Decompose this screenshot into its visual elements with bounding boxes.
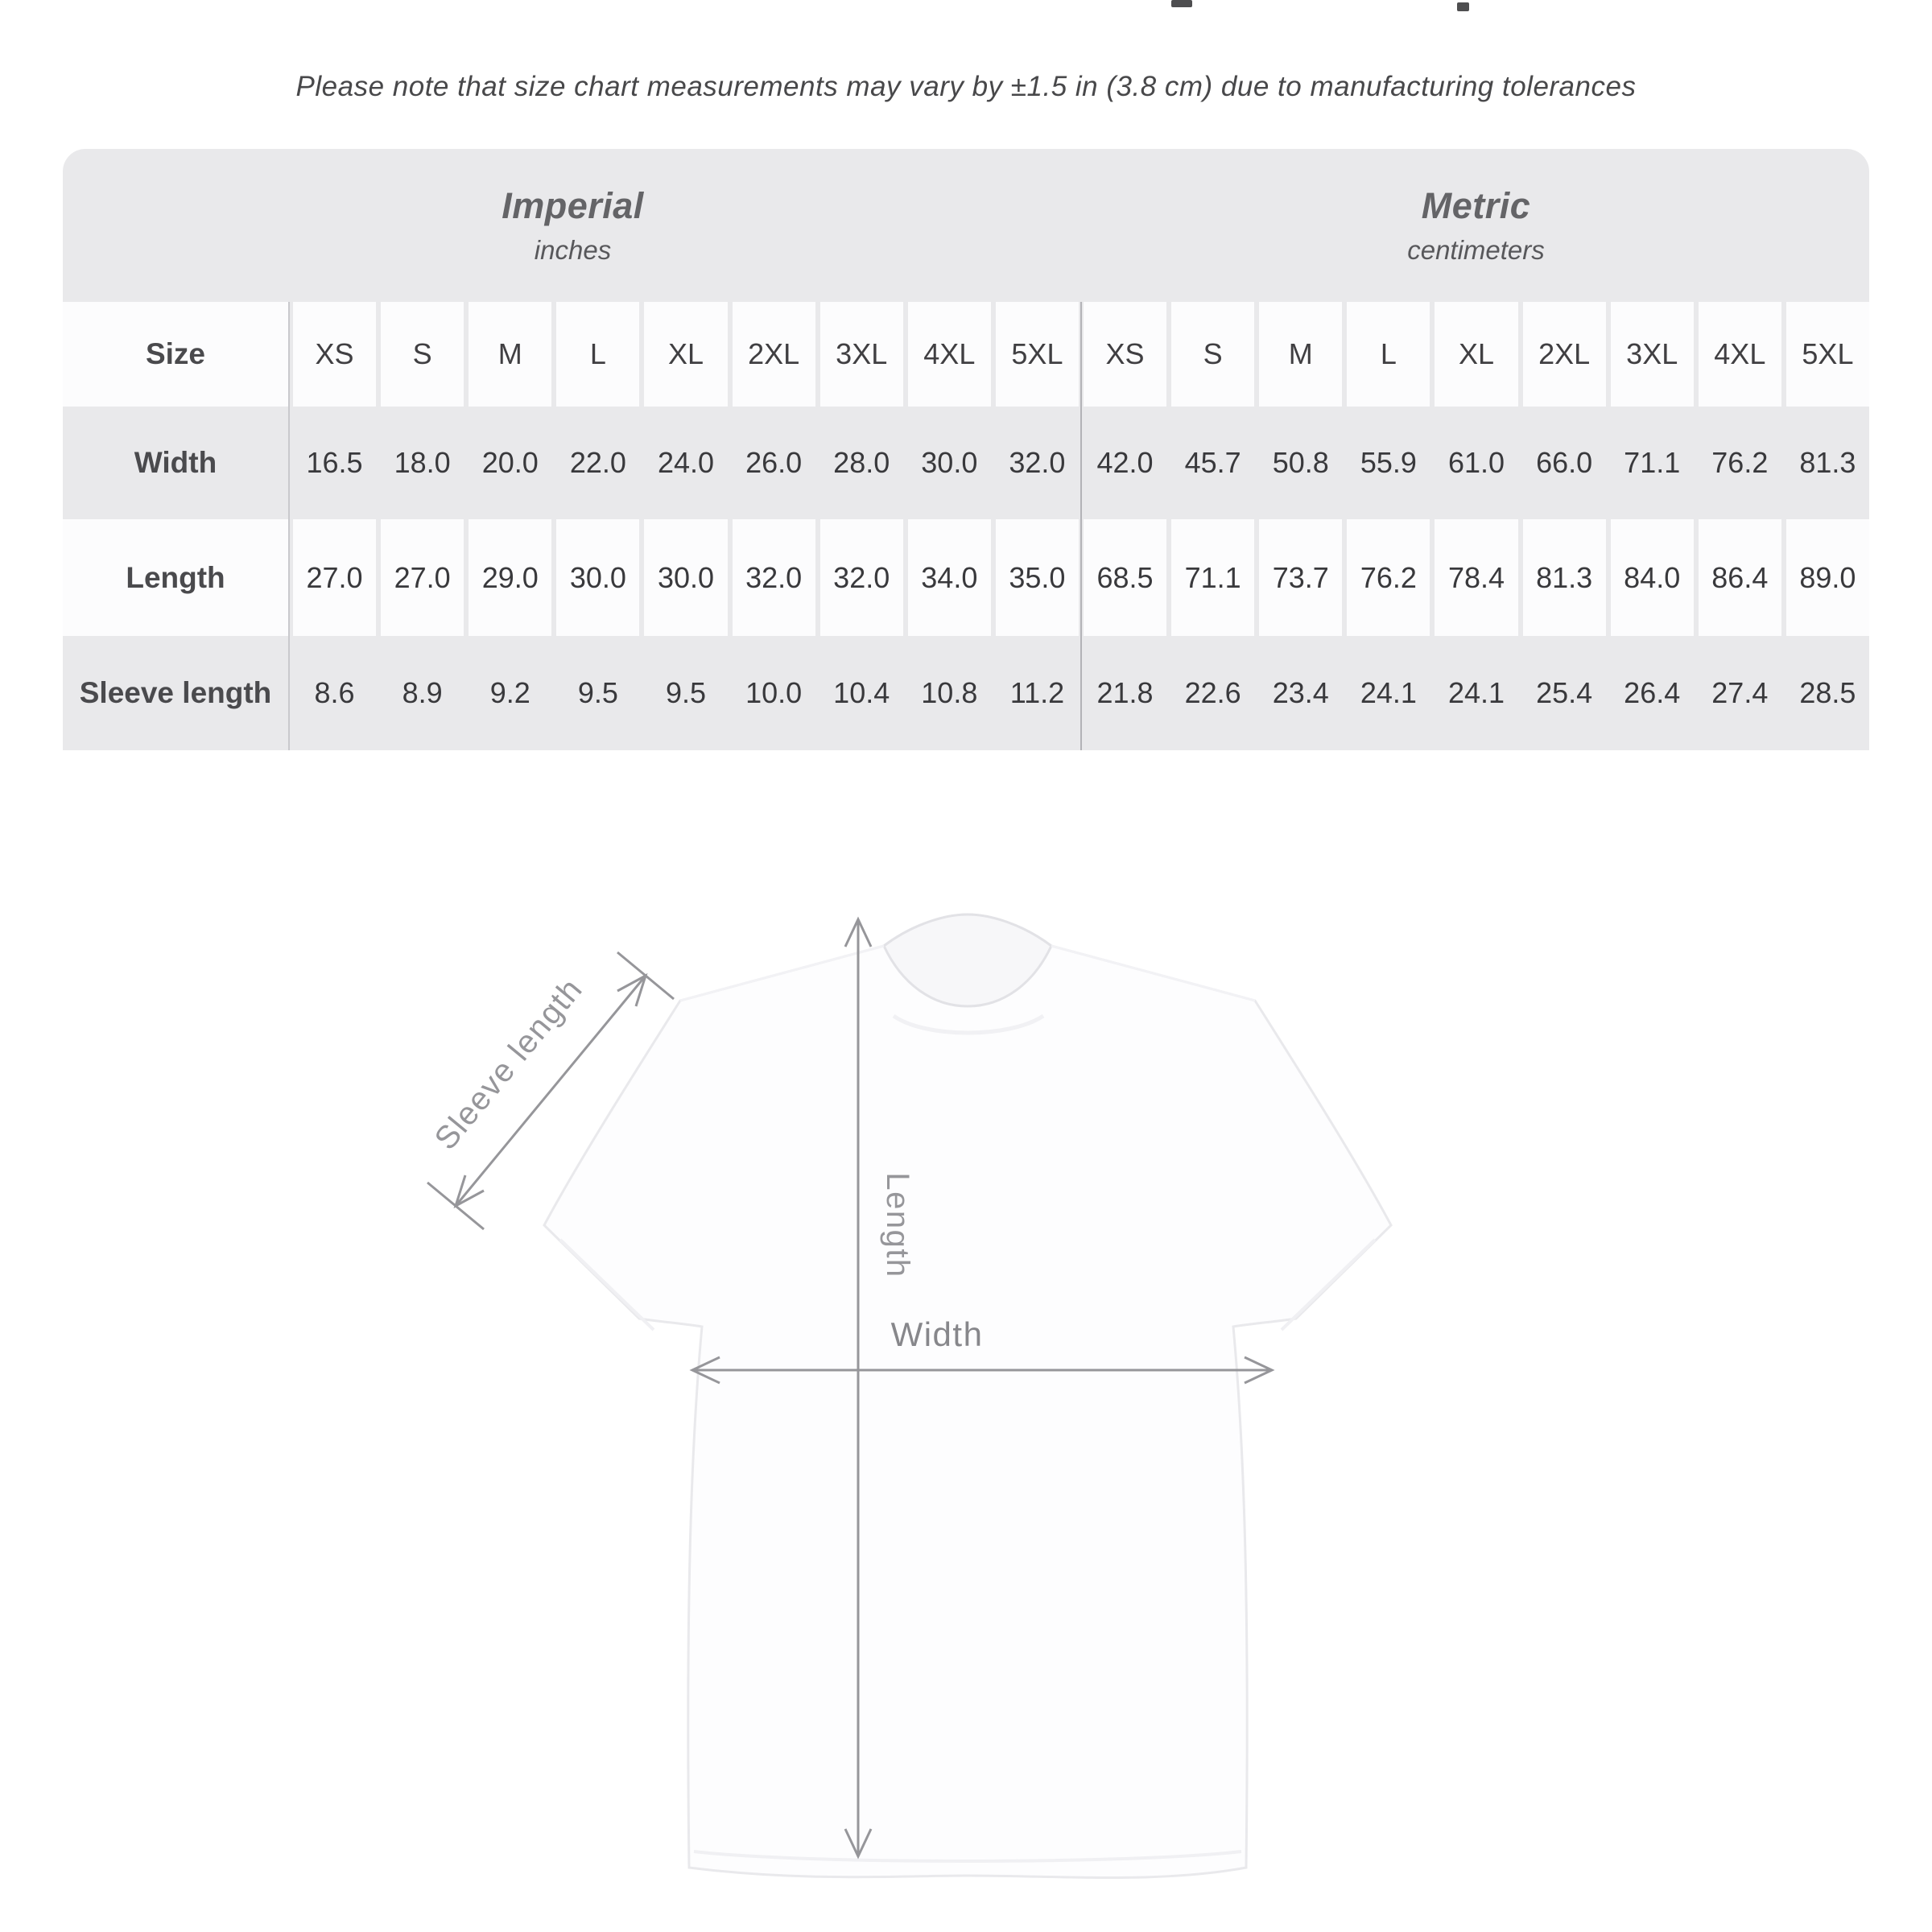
value-cell: 30.0 [644,519,727,636]
size-col-header: 2XL [733,302,815,407]
value-cell: 45.7 [1171,407,1254,519]
value-cell: 81.3 [1523,519,1606,636]
value-cell: 28.5 [1786,636,1869,750]
row-label-size: Size [63,302,288,407]
value-cell: 30.0 [556,519,639,636]
value-cell: 71.1 [1171,519,1254,636]
value-cell: 8.9 [381,636,464,750]
value-cell: 9.2 [469,636,551,750]
size-col-header: 2XL [1523,302,1606,407]
tshirt-body [544,914,1391,1878]
imperial-title: Imperial [502,185,644,226]
value-cell: 10.0 [733,636,815,750]
sleeve-length-label: Sleeve length [427,971,590,1157]
value-cell: 86.4 [1699,519,1781,636]
value-cell: 11.2 [996,636,1079,750]
value-cell: 28.0 [820,407,903,519]
value-cell: 24.1 [1435,636,1517,750]
value-cell: 42.0 [1084,407,1166,519]
size-col-header: M [469,302,551,407]
value-cell: 29.0 [469,519,551,636]
value-cell: 21.8 [1084,636,1166,750]
value-cell: 32.0 [733,519,815,636]
size-col-header: 3XL [1611,302,1694,407]
size-col-header: S [381,302,464,407]
value-cell: 27.0 [293,519,376,636]
value-cell: 8.6 [293,636,376,750]
value-cell: 26.0 [733,407,815,519]
value-cell: 32.0 [996,407,1079,519]
value-cell: 78.4 [1435,519,1517,636]
row-label-sleeve-length: Sleeve length [63,636,288,750]
length-label: Length [880,1172,915,1278]
value-cell: 30.0 [908,407,991,519]
value-cell: 27.4 [1699,636,1781,750]
size-col-header: L [556,302,639,407]
size-col-header: XS [1084,302,1166,407]
size-col-header: XS [293,302,376,407]
value-cell: 23.4 [1259,636,1342,750]
value-cell: 25.4 [1523,636,1606,750]
metric-title: Metric [1421,185,1531,226]
value-cell: 27.0 [381,519,464,636]
metric-subtitle: centimeters [1407,235,1545,265]
value-cell: 81.3 [1786,407,1869,519]
size-col-header: XL [644,302,727,407]
value-cell: 66.0 [1523,407,1606,519]
value-cell: 24.1 [1347,636,1430,750]
value-cell: 55.9 [1347,407,1430,519]
value-cell: 61.0 [1435,407,1517,519]
size-col-header: XL [1435,302,1517,407]
value-cell: 18.0 [381,407,464,519]
tolerance-disclaimer: Please note that size chart measurements may vary by ±1.5 in (3.8 cm) due to manufacturing tolerances [295,71,1637,102]
size-col-header: 5XL [1786,302,1869,407]
value-cell: 76.2 [1347,519,1430,636]
imperial-subtitle: inches [534,235,612,265]
value-cell: 16.5 [293,407,376,519]
value-cell: 35.0 [996,519,1079,636]
size-col-header: 4XL [908,302,991,407]
value-cell: 9.5 [556,636,639,750]
size-col-header: 4XL [1699,302,1781,407]
value-cell: 22.0 [556,407,639,519]
width-label: Width [890,1315,984,1353]
value-cell: 76.2 [1699,407,1781,519]
value-cell: 26.4 [1611,636,1694,750]
value-cell: 24.0 [644,407,727,519]
value-cell: 34.0 [908,519,991,636]
size-col-header: L [1347,302,1430,407]
row-label-length: Length [63,519,288,636]
value-cell: 84.0 [1611,519,1694,636]
value-cell: 22.6 [1171,636,1254,750]
value-cell: 89.0 [1786,519,1869,636]
value-cell: 68.5 [1084,519,1166,636]
value-cell: 9.5 [644,636,727,750]
value-cell: 73.7 [1259,519,1342,636]
value-cell: 32.0 [820,519,903,636]
row-label-width: Width [63,407,288,519]
value-cell: 71.1 [1611,407,1694,519]
value-cell: 50.8 [1259,407,1342,519]
size-col-header: S [1171,302,1254,407]
size-col-header: 3XL [820,302,903,407]
value-cell: 10.4 [820,636,903,750]
value-cell: 20.0 [469,407,551,519]
size-col-header: 5XL [996,302,1079,407]
value-cell: 10.8 [908,636,991,750]
size-col-header: M [1259,302,1342,407]
